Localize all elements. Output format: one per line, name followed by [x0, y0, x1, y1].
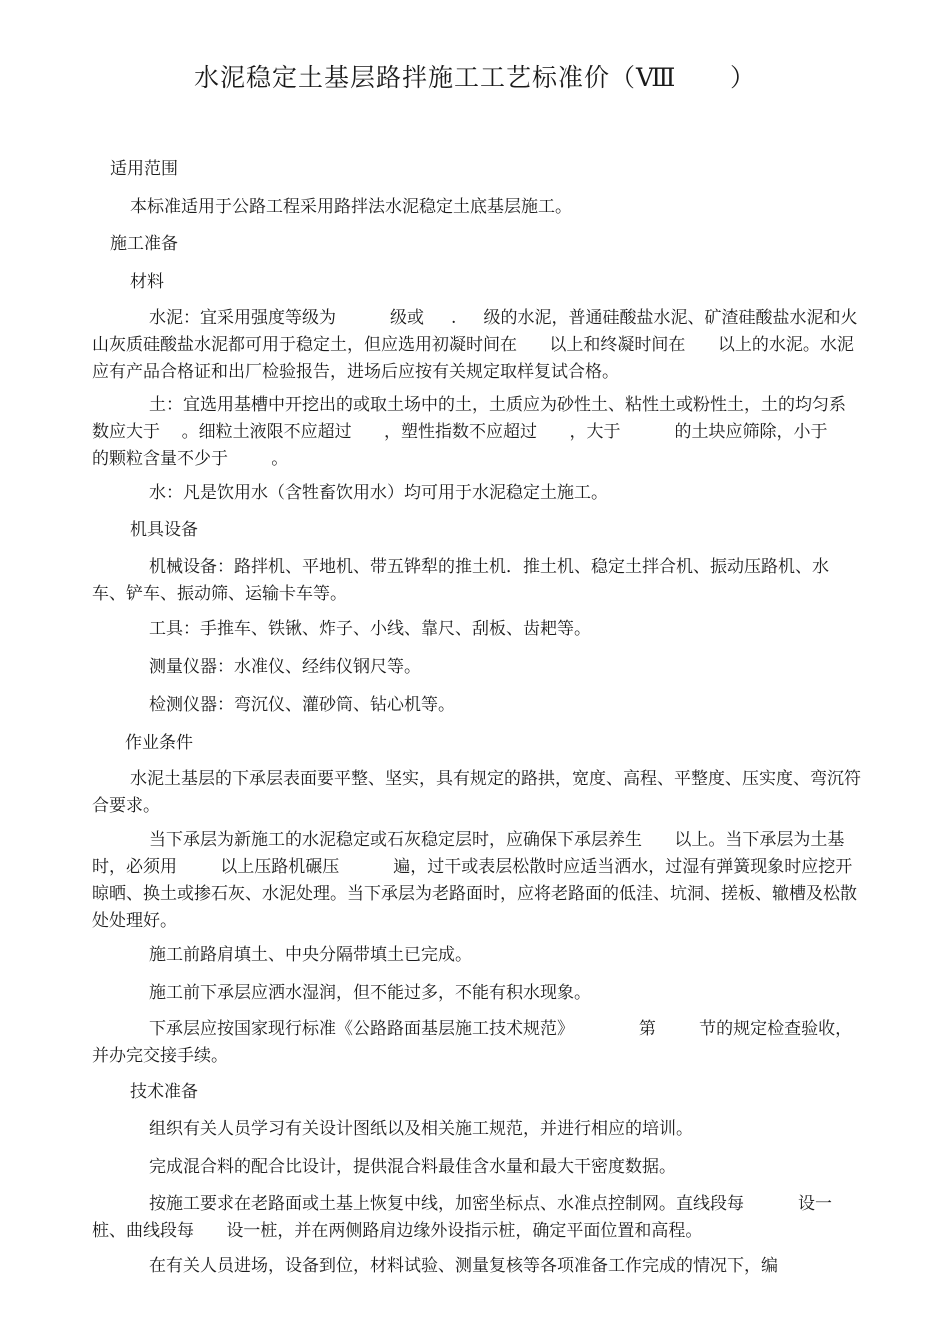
paragraph-cement: 水泥：宜采用强度等级为 级或 . 级的水泥，普通硅酸盐水泥、矿渣硅酸盐水泥和火山灰质硅酸盐水泥都可用于稳定土，但应选用初凝时间在 以上和终凝时间在 以上的水泥。水泥应有产品合格证和出厂检验报告，进场后应按有关规定取样复试合格。: [92, 308, 858, 382]
paragraph-acceptance: 下承层应按国家现行标准《公路路面基层施工技术规范》 第 节的规定检查验收，并办完交接手续。: [92, 1019, 853, 1066]
heading-work-conditions: 作业条件: [125, 733, 193, 753]
paragraph-tools: 工具：手推车、铁锹、炸子、小线、靠尺、刮板、齿耙等。: [149, 619, 591, 639]
paragraph-scope: 本标准适用于公路工程采用路拌法水泥稳定土底基层施工。: [130, 197, 572, 217]
paragraph-centerline: 按施工要求在老路面或土基上恢复中线，加密坐标点、水准点控制网。直线段每 设一桩、曲线段每 设一桩，并在两侧路肩边缘外设指示桩，确定平面位置和高程。: [92, 1194, 833, 1241]
paragraph-machinery: 机械设备：路拌机、平地机、带五铧犁的推土机．推土机、稳定土拌合机、振动压路机、水车、铲车、振动筛、运输卡车等。: [92, 557, 829, 604]
paragraph-survey-instruments: 测量仪器：水准仪、经纬仪钢尺等。: [149, 657, 421, 677]
heading-materials: 材料: [130, 272, 164, 292]
heading-equipment: 机具设备: [130, 520, 198, 540]
paragraph-training: 组织有关人员学习有关设计图纸以及相关施工规范，并进行相应的培训。: [149, 1119, 693, 1139]
paragraph-test-instruments: 检测仪器：弯沉仪、灌砂筒、钻心机等。: [149, 695, 455, 715]
paragraph-wetting: 施工前下承层应洒水湿润，但不能过多，不能有积水现象。: [149, 983, 591, 1003]
paragraph-sublayer-requirements: 水泥土基层的下承层表面要平整、坚实，具有规定的路拱，宽度、高程、平整度、压实度、弯沉符合要求。: [92, 769, 861, 816]
paragraph-readiness: 在有关人员进场，设备到位，材料试验、测量复核等各项准备工作完成的情况下，编: [149, 1256, 778, 1276]
paragraph-shoulder-fill: 施工前路肩填土、中央分隔带填土已完成。: [149, 945, 472, 965]
heading-technical-preparation: 技术准备: [130, 1082, 198, 1102]
paragraph-soil: 土：宜选用基槽中开挖出的或取土场中的土，土质应为砂性土、粘性土或粉性土，土的均匀系数应大于 。细粒土液限不应超过 ，塑性指数不应超过 ，大于 的土块应筛除，小于 的颗粒含量不少于 。: [92, 395, 904, 469]
paragraph-mix-design: 完成混合料的配合比设计，提供混合料最佳含水量和最大干密度数据。: [149, 1157, 676, 1177]
paragraph-sublayer-treatment: 当下承层为新施工的水泥稳定或石灰稳定层时，应确保下承层养生 以上。当下承层为土基时，必须用 以上压路机碾压 遍，过干或表层松散时应适当洒水，过湿有弹簧现象时应挖开晾晒、换土或掺石灰、水泥处理。当下承层为老路面时，应将老路面的低洼、坑洞、搓板、辙槽及松散处处理好。: [92, 830, 857, 931]
heading-scope: 适用范围: [110, 159, 178, 179]
paragraph-water: 水：凡是饮用水（含牲畜饮用水）均可用于水泥稳定土施工。: [149, 483, 608, 503]
document-title: 水泥稳定土基层路拌施工工艺标准价（Ⅷ ）: [193, 63, 757, 92]
heading-preparation: 施工准备: [110, 234, 178, 254]
